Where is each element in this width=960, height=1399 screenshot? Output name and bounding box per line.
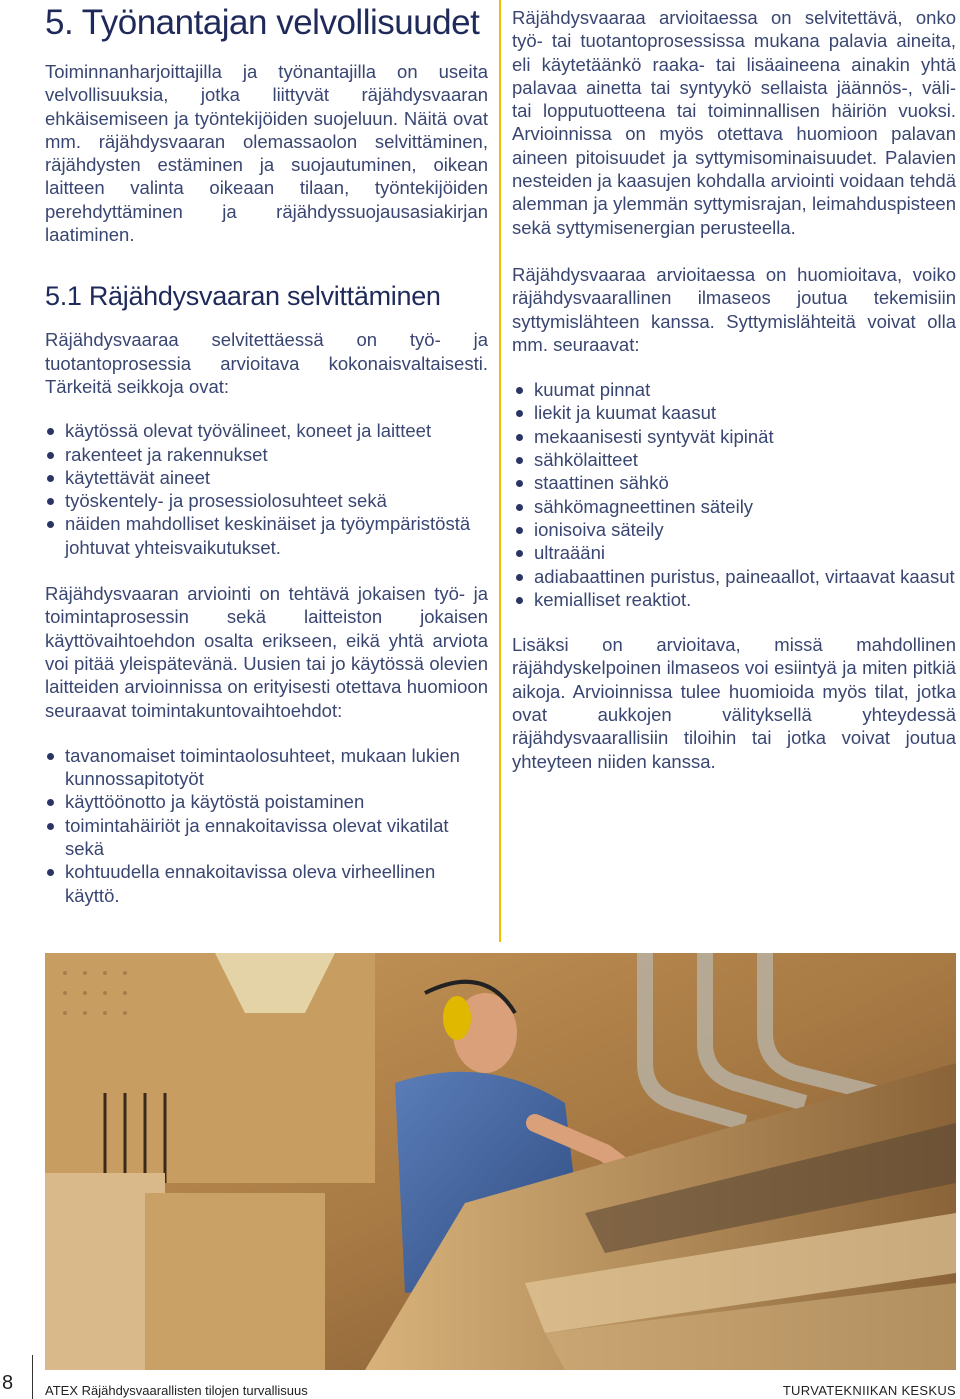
- footer-divider: [32, 1355, 33, 1399]
- list-item: käytössä olevat työvälineet, koneet ja laitteet: [45, 419, 488, 442]
- list-item: kohtuudella ennakoitavissa oleva virheellinen käyttö.: [45, 860, 488, 907]
- list-item: työskentely- ja prosessiolosuhteet sekä: [45, 489, 488, 512]
- woodworking-photo-illustration: [45, 953, 956, 1370]
- list-item: sähkömagneettinen säteily: [512, 495, 956, 518]
- assessment-paragraph: Räjähdysvaaran arviointi on tehtävä jokaisen työ- ja toimintaprosessin sekä laitteiston jokaisen käyttövaihtoehdon osalta erikseen, eikä yhtä arviota voi pitää yleispätevänä. Uusien tai jo käytössä olevien laitteiden arvioinnissa on erityisesti otettava huomioon seuraavat toimintakuntovaihtoehdot:: [45, 583, 488, 721]
- ignition-sources-list: [512, 378, 956, 611]
- list-item: mekaanisesti syntyvät kipinät: [512, 425, 956, 448]
- section-heading: 5. Työnantajan velvollisuudet: [45, 3, 480, 42]
- column-divider: [499, 0, 501, 942]
- left-column: [45, 0, 488, 907]
- list-item: näiden mahdolliset keskinäiset ja työympäristöstä johtuvat yhteisvaikutukset.: [45, 512, 488, 559]
- list-item: käytettävät aineet: [45, 466, 488, 489]
- list-item: tavanomaiset toimintaolosuhteet, mukaan lukien kunnossapitotyöt: [45, 744, 488, 791]
- additional-assessment-paragraph: Lisäksi on arvioitava, missä mahdollinen räjähdyskelpoinen ilmaseos voi esiintyä ja miten pitkiä aikoja. Arvioinnissa tulee huomioida myös tilat, jotka ovat aukkojen välityksellä yhteydessä räjähdysvaarallisiin tiloihin tai jotka voivat joutua yhteyteen niiden kanssa.: [512, 634, 956, 772]
- page-number: 8: [2, 1372, 14, 1394]
- operating-conditions-list: [45, 744, 488, 907]
- list-item: ionisoiva säteily: [512, 518, 956, 541]
- list-item: toimintahäiriöt ja ennakoitavissa olevat vikatilat sekä: [45, 814, 488, 861]
- right-column: [512, 0, 956, 773]
- assessment-factors-list: [45, 419, 488, 559]
- woodworking-photo: [45, 953, 956, 1370]
- subsection-intro: Räjähdysvaaraa selvitettäessä on työ- ja tuotantoprosessia arvioitava kokonaisvaltaisesti. Tärkeitä seikkoja ovat:: [45, 329, 488, 397]
- list-item: kuumat pinnat: [512, 378, 956, 401]
- ignition-paragraph: Räjähdysvaaraa arvioitaessa on huomioitava, voiko räjähdysvaarallinen ilmaseos joutua tekemisiin syttymislähteen kanssa. Syttymislähteitä voivat olla mm. seuraavat:: [512, 263, 956, 355]
- flammable-substances-paragraph: Räjähdysvaaraa arvioitaessa on selvitettävä, onko työ- tai tuotantoprosessissa mukana palavia aineita, eli käytetäänkö raaka- tai lisäaineena ainakin yhtä palavaa ainetta tai syntyykö sellaista jäännös-, väli- tai lopputuotteena tai toiminnallisen häiriön vuoksi. Arvioinnissa on myös otettava huomioon palavan aineen pitoisuudet ja syttymisominaisuudet. Palavien nesteiden ja kaasujen kohdalla arviointi voidaan tehdä alemman ja ylemmän syttymisrajan, leimahduspisteen sekä syttymisenergian perusteella.: [512, 7, 956, 238]
- list-item: kemialliset reaktiot.: [512, 588, 956, 611]
- list-item: liekit ja kuumat kaasut: [512, 401, 956, 424]
- list-item: ultraääni: [512, 541, 956, 564]
- list-item: rakenteet ja rakennukset: [45, 443, 488, 466]
- list-item: käyttöönotto ja käytöstä poistaminen: [45, 790, 488, 813]
- list-item: staattinen sähkö: [512, 471, 956, 494]
- intro-paragraph: Toiminnanharjoittajilla ja työnantajilla on useita velvollisuuksia, jotka liittyvät räjähdysvaaran ehkäisemiseen ja työntekijöiden suojeluun. Näitä ovat mm. räjähdysvaaran olemassaolon selvittäminen, räjähdysten estäminen ja suojautuminen, oikean laitteen valinta oikeaan tilaan, työntekijöiden perehdyttäminen ja räjähdyssuojausasiakirjan laatiminen.: [45, 61, 488, 246]
- subsection-heading: 5.1 Räjähdysvaaran selvittäminen: [45, 281, 441, 312]
- list-item: adiabaattinen puristus, paineaallot, virtaavat kaasut: [512, 565, 956, 588]
- publisher-name: TURVATEKNIIKAN KESKUS: [782, 1383, 956, 1398]
- publication-title: ATEX Räjähdysvaarallisten tilojen turvallisuus: [45, 1383, 308, 1398]
- list-item: sähkölaitteet: [512, 448, 956, 471]
